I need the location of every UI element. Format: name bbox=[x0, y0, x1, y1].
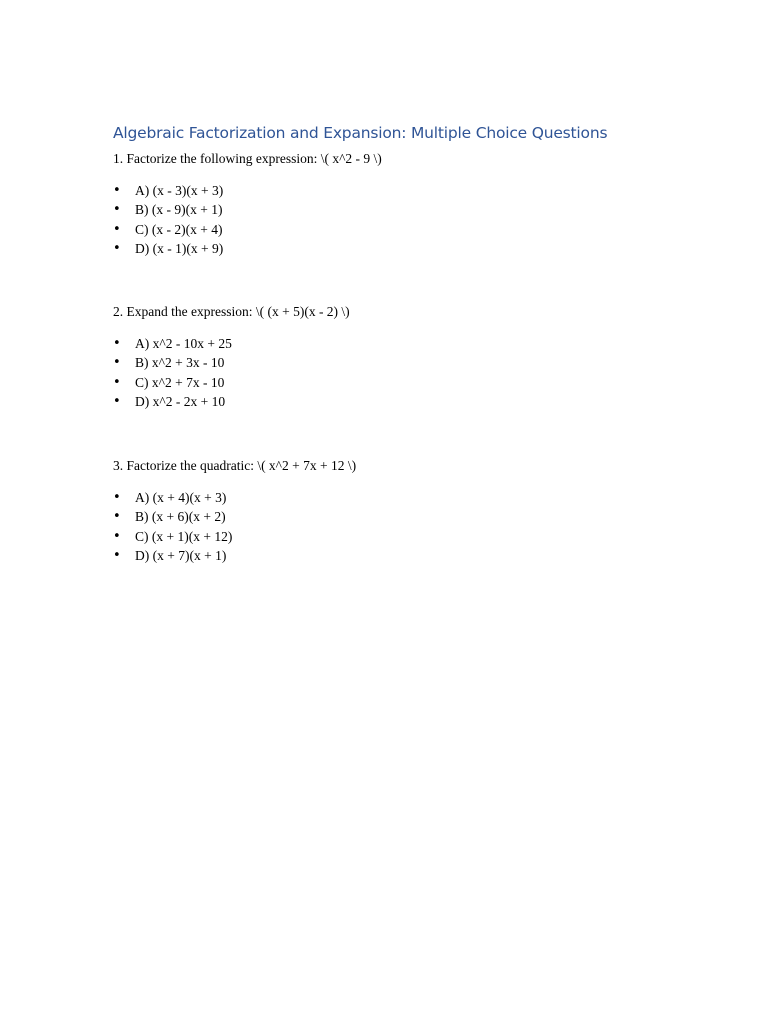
answer-option bbox=[113, 527, 713, 546]
answer-option bbox=[113, 392, 713, 411]
answer-option bbox=[113, 507, 713, 526]
bullet-icon: • bbox=[113, 241, 121, 257]
answer-options bbox=[113, 334, 713, 412]
bullet-icon: • bbox=[113, 183, 121, 198]
option-label: D) (x - 1)(x + 9) bbox=[135, 241, 224, 257]
option-label: A) x^2 - 10x + 25 bbox=[135, 336, 232, 351]
answer-option bbox=[113, 239, 713, 258]
bullet-icon: • bbox=[113, 548, 121, 564]
answer-option bbox=[113, 200, 713, 219]
answer-option bbox=[113, 488, 713, 507]
bullet-icon: • bbox=[113, 528, 121, 544]
answer-option bbox=[113, 334, 713, 353]
answer-option bbox=[113, 546, 713, 565]
bullet-icon: • bbox=[113, 374, 121, 390]
option-label: B) (x - 9)(x + 1) bbox=[135, 202, 223, 218]
option-label: B) x^2 + 3x - 10 bbox=[135, 355, 225, 371]
option-label: C) x^2 + 7x - 10 bbox=[135, 374, 225, 390]
bullet-icon: • bbox=[113, 394, 121, 410]
question-2 bbox=[113, 303, 713, 412]
bullet-icon: • bbox=[113, 509, 121, 525]
option-label: B) (x + 6)(x + 2) bbox=[135, 509, 226, 525]
answer-option bbox=[113, 220, 713, 239]
option-label: C) (x + 1)(x + 12) bbox=[135, 528, 233, 544]
option-label: A) (x - 3)(x + 3) bbox=[135, 183, 224, 198]
bullet-icon: • bbox=[113, 202, 121, 218]
question-1 bbox=[113, 150, 713, 259]
answer-option bbox=[113, 181, 713, 200]
bullet-icon: • bbox=[113, 336, 121, 351]
answer-option bbox=[113, 353, 713, 372]
option-label: D) x^2 - 2x + 10 bbox=[135, 394, 226, 410]
option-label: C) (x - 2)(x + 4) bbox=[135, 221, 223, 237]
document-title: Algebraic Factorization and Expansion: Multiple Choice Questions bbox=[113, 124, 608, 142]
bullet-icon: • bbox=[113, 221, 121, 237]
question-text: 2. Expand the expression: \( (x + 5)(x - 2) \) bbox=[113, 304, 350, 319]
bullet-icon: • bbox=[113, 355, 121, 371]
question-text: 3. Factorize the quadratic: \( x^2 + 7x + 12 \) bbox=[113, 458, 357, 473]
option-label: A) (x + 4)(x + 3) bbox=[135, 490, 227, 505]
answer-options bbox=[113, 181, 713, 259]
answer-option bbox=[113, 373, 713, 392]
bullet-icon: • bbox=[113, 490, 121, 505]
option-label: D) (x + 7)(x + 1) bbox=[135, 548, 227, 564]
question-text: 1. Factorize the following expression: \( x^2 - 9 \) bbox=[113, 151, 382, 166]
question-3 bbox=[113, 457, 713, 566]
answer-options bbox=[113, 488, 713, 566]
